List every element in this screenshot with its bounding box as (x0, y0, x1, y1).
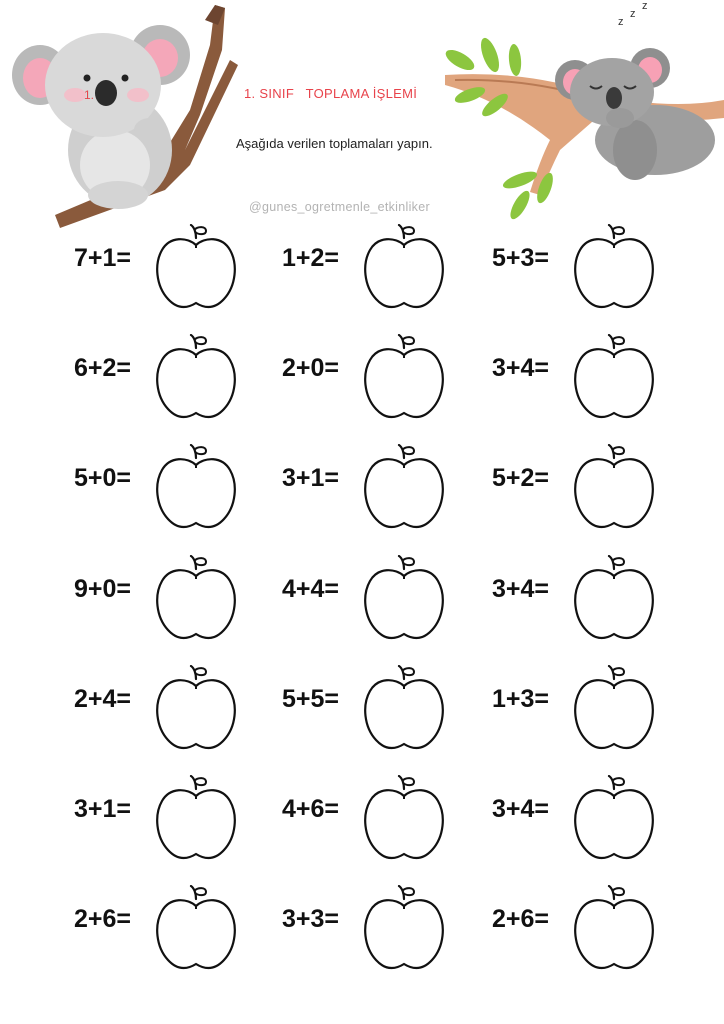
problem-expression: 9+0= (74, 575, 132, 603)
problem-item (282, 665, 492, 765)
apple-answer-box-icon[interactable] (362, 775, 446, 861)
apple-answer-box-icon[interactable] (572, 775, 656, 861)
problem-expression: 2+6= (492, 905, 550, 933)
apple-answer-box-icon[interactable] (154, 665, 238, 751)
sleep-z-3: z (618, 16, 624, 28)
problem-expression: 4+6= (282, 795, 340, 823)
page-title: 1. SINIF TOPLAMA İŞLEMİ (244, 86, 418, 101)
apple-answer-box-icon[interactable] (572, 665, 656, 751)
problem-item (74, 555, 284, 655)
apple-answer-box-icon[interactable] (362, 555, 446, 641)
problem-item (74, 775, 284, 875)
apple-answer-box-icon[interactable] (362, 665, 446, 751)
problem-item (74, 334, 284, 434)
title-number: 1. (84, 88, 95, 102)
apple-answer-box-icon[interactable] (362, 444, 446, 530)
apple-answer-box-icon[interactable] (154, 775, 238, 861)
author-handle: @gunes_ogretmenle_etkinliker (249, 200, 430, 214)
problem-expression: 2+0= (282, 354, 340, 382)
problem-item (492, 444, 702, 544)
apple-answer-box-icon[interactable] (572, 444, 656, 530)
apple-answer-box-icon[interactable] (572, 334, 656, 420)
problem-item (74, 665, 284, 765)
problem-item (282, 555, 492, 655)
problem-item (282, 885, 492, 985)
problem-expression: 7+1= (74, 244, 132, 272)
problem-item (492, 885, 702, 985)
apple-answer-box-icon[interactable] (154, 224, 238, 310)
apple-answer-box-icon[interactable] (572, 885, 656, 971)
problem-expression: 5+3= (492, 244, 550, 272)
problem-expression: 5+5= (282, 685, 340, 713)
apple-answer-box-icon[interactable] (362, 885, 446, 971)
problem-item (282, 224, 492, 324)
problem-expression: 3+1= (282, 464, 340, 492)
problem-expression: 4+4= (282, 575, 340, 603)
problem-item (492, 775, 702, 875)
problem-item (282, 334, 492, 434)
apple-answer-box-icon[interactable] (154, 334, 238, 420)
apple-answer-box-icon[interactable] (154, 555, 238, 641)
problem-expression: 5+0= (74, 464, 132, 492)
problem-expression: 3+4= (492, 795, 550, 823)
problem-expression: 3+1= (74, 795, 132, 823)
problem-item (492, 224, 702, 324)
problem-item (74, 885, 284, 985)
problem-expression: 6+2= (74, 354, 132, 382)
problem-expression: 1+3= (492, 685, 550, 713)
apple-answer-box-icon[interactable] (362, 224, 446, 310)
problem-item (282, 775, 492, 875)
apple-answer-box-icon[interactable] (154, 444, 238, 530)
problem-expression: 3+3= (282, 905, 340, 933)
problem-expression: 2+6= (74, 905, 132, 933)
problem-item (74, 224, 284, 324)
sleep-z-2: z (630, 8, 636, 20)
problem-item (492, 665, 702, 765)
problem-item (282, 444, 492, 544)
instruction-text: Aşağıda verilen toplamaları yapın. (236, 136, 433, 151)
problem-expression: 5+2= (492, 464, 550, 492)
problem-expression: 3+4= (492, 354, 550, 382)
problem-expression: 1+2= (282, 244, 340, 272)
problem-item (492, 555, 702, 655)
apple-answer-box-icon[interactable] (362, 334, 446, 420)
apple-answer-box-icon[interactable] (154, 885, 238, 971)
problem-expression: 2+4= (74, 685, 132, 713)
sleep-z-1: z (642, 0, 648, 12)
apple-answer-box-icon[interactable] (572, 224, 656, 310)
problem-item (492, 334, 702, 434)
problem-item (74, 444, 284, 544)
problem-expression: 3+4= (492, 575, 550, 603)
apple-answer-box-icon[interactable] (572, 555, 656, 641)
